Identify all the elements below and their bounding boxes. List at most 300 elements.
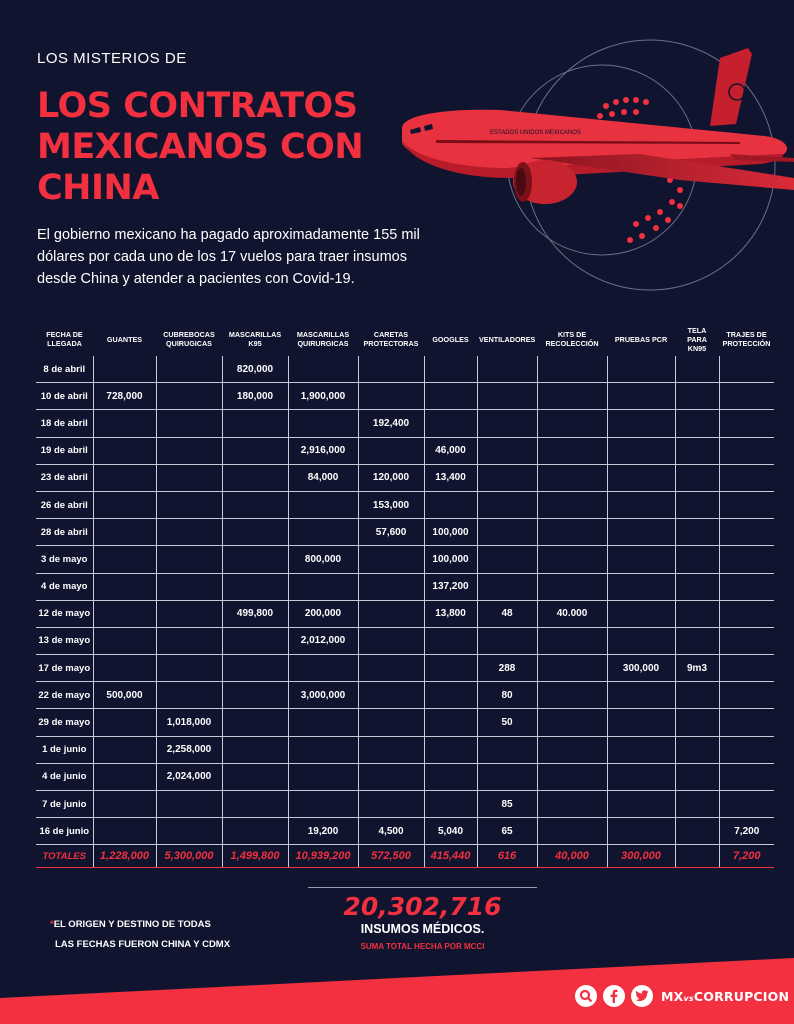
table-cell: [222, 437, 288, 464]
table-cell: [719, 410, 774, 437]
table-cell: [719, 383, 774, 410]
table-cell: 2,258,000: [156, 736, 222, 763]
table-cell: [675, 818, 719, 845]
table-cell: [537, 546, 607, 573]
footnote-star: *: [50, 919, 54, 930]
table-cell: [719, 519, 774, 546]
column-header: [93, 322, 156, 356]
column-header-line: QUIRUGICAS: [166, 339, 212, 348]
table-cell: [675, 546, 719, 573]
column-header-line: FECHA DE: [46, 330, 83, 339]
table-cell: [607, 763, 675, 790]
table-cell: 1,900,000: [288, 383, 358, 410]
column-header-line: CUBREBOCAS: [163, 330, 215, 339]
table-cell: [675, 736, 719, 763]
table-cell: [424, 356, 477, 383]
table-cell: [288, 655, 358, 682]
table-cell: 192,400: [358, 410, 424, 437]
table-cell: [93, 410, 156, 437]
arrival-date-cell: 1 de junio: [36, 736, 93, 763]
airplane: [402, 48, 794, 204]
table-cell: [719, 573, 774, 600]
table-cell: [537, 709, 607, 736]
table-cell: 65: [477, 818, 537, 845]
summary-divider: [308, 887, 537, 888]
table-cell: [607, 709, 675, 736]
table-cell: [424, 791, 477, 818]
total-cell: [675, 845, 719, 868]
arrival-date-cell: 23 de abril: [36, 464, 93, 491]
table-cell: 3,000,000: [288, 682, 358, 709]
table-cell: [222, 763, 288, 790]
table-row: [36, 736, 774, 763]
table-cell: [222, 682, 288, 709]
table-cell: [537, 491, 607, 518]
brand-logo: [661, 989, 789, 1004]
table-cell: [288, 763, 358, 790]
arrival-date-cell: 22 de mayo: [36, 682, 93, 709]
table-cell: 48: [477, 600, 537, 627]
column-header-line: GUANTES: [106, 334, 143, 344]
table-cell: [675, 383, 719, 410]
column-header: [36, 322, 93, 356]
table-cell: [156, 791, 222, 818]
totals-row: [36, 845, 774, 868]
footnote-line: EL ORIGEN Y DESTINO DE TODAS: [53, 919, 211, 930]
lead-line: desde China y atender a pacientes con Covid-19.: [37, 271, 355, 287]
table-cell: [156, 491, 222, 518]
table-cell: [424, 682, 477, 709]
lead-line: El gobierno mexicano ha pagado aproximadamente 155 mil: [37, 227, 420, 243]
table-cell: [607, 818, 675, 845]
shipments-table: [36, 322, 774, 868]
table-cell: [675, 682, 719, 709]
table-cell: 180,000: [222, 383, 288, 410]
table-cell: 13,800: [424, 600, 477, 627]
column-header: [288, 322, 358, 356]
table-row: [36, 410, 774, 437]
table-cell: [607, 627, 675, 654]
table-cell: [222, 655, 288, 682]
table-cell: [156, 627, 222, 654]
grand-total-label: INSUMOS MÉDICOS.: [360, 922, 485, 936]
table-cell: [675, 791, 719, 818]
table-cell: 50: [477, 709, 537, 736]
table-cell: [675, 464, 719, 491]
table-cell: [156, 655, 222, 682]
page-title: [37, 86, 397, 209]
brand-suffix: CORRUPCION: [693, 988, 790, 1004]
table-cell: [424, 410, 477, 437]
table-cell: [156, 383, 222, 410]
table-cell: 57,600: [358, 519, 424, 546]
table-cell: 13,400: [424, 464, 477, 491]
total-cell: 300,000: [607, 845, 675, 868]
table-cell: [358, 356, 424, 383]
table-cell: [93, 791, 156, 818]
column-header-line: KITS DE: [557, 330, 587, 339]
total-cell: 10,939,200: [288, 845, 358, 868]
arrival-date-cell: 13 de mayo: [36, 627, 93, 654]
table-cell: [607, 573, 675, 600]
table-cell: [358, 655, 424, 682]
table-cell: [607, 464, 675, 491]
arrival-date-cell: 4 de junio: [36, 763, 93, 790]
table-cell: [222, 736, 288, 763]
column-header-line: PROTECTORAS: [363, 339, 419, 348]
table-cell: [537, 655, 607, 682]
table-cell: [607, 546, 675, 573]
table-cell: [675, 763, 719, 790]
arrival-date-cell: 29 de mayo: [36, 709, 93, 736]
table-cell: [222, 627, 288, 654]
table-row: [36, 519, 774, 546]
table-cell: 1,018,000: [156, 709, 222, 736]
column-header-line: RECOLECCIÓN: [545, 339, 599, 348]
arrival-date-cell: 8 de abril: [36, 356, 93, 383]
table-cell: 4,500: [358, 818, 424, 845]
table-cell: [93, 627, 156, 654]
table-cell: [222, 464, 288, 491]
column-header: [358, 322, 424, 356]
table-cell: 2,916,000: [288, 437, 358, 464]
column-header-line: KN95: [687, 343, 707, 353]
table-cell: [358, 682, 424, 709]
table-cell: [477, 410, 537, 437]
table-cell: [537, 818, 607, 845]
table-cell: 288: [477, 655, 537, 682]
table-cell: 499,800: [222, 600, 288, 627]
column-header: [719, 322, 774, 356]
table-cell: [358, 573, 424, 600]
column-header-line: VENTILADORES: [479, 334, 536, 344]
brand-vs: vs: [683, 993, 694, 1003]
total-cell: 415,440: [424, 845, 477, 868]
table-cell: [607, 437, 675, 464]
table-cell: [222, 410, 288, 437]
table-row: [36, 818, 774, 845]
lead-line: dólares por cada uno de los 17 vuelos para traer insumos: [37, 249, 407, 265]
table-cell: [93, 491, 156, 518]
table-row: [36, 682, 774, 709]
table-cell: [222, 491, 288, 518]
table-cell: 137,200: [424, 573, 477, 600]
table-cell: 300,000: [607, 655, 675, 682]
table-cell: [719, 763, 774, 790]
table-cell: [537, 519, 607, 546]
table-cell: 800,000: [288, 546, 358, 573]
table-cell: [358, 437, 424, 464]
table-cell: [222, 519, 288, 546]
table-cell: [537, 410, 607, 437]
table-cell: [288, 519, 358, 546]
table-row: [36, 437, 774, 464]
arrival-date-cell: 4 de mayo: [36, 573, 93, 600]
column-header-line: K95: [248, 339, 262, 348]
table-cell: [222, 791, 288, 818]
table-cell: [675, 627, 719, 654]
table-cell: 84,000: [288, 464, 358, 491]
twitter-icon[interactable]: [631, 985, 653, 1007]
table-cell: [607, 356, 675, 383]
arrival-date-cell: 7 de junio: [36, 791, 93, 818]
table-cell: [537, 383, 607, 410]
column-header-line: LLEGADA: [47, 339, 82, 348]
table-cell: 2,012,000: [288, 627, 358, 654]
table-cell: [93, 356, 156, 383]
table-cell: [675, 491, 719, 518]
table-cell: [156, 464, 222, 491]
table-row: [36, 627, 774, 654]
table-cell: [424, 763, 477, 790]
table-cell: 40.000: [537, 600, 607, 627]
table-cell: [719, 655, 774, 682]
arrival-date-cell: 28 de abril: [36, 519, 93, 546]
title-line: LOS CONTRATOS: [37, 86, 358, 126]
table-cell: [537, 791, 607, 818]
footnote-line: LAS FECHAS FUERON CHINA Y CDMX: [55, 939, 231, 950]
table-cell: [719, 491, 774, 518]
airplane-illustration: [380, 30, 794, 300]
table-row: [36, 600, 774, 627]
table-cell: [477, 573, 537, 600]
arrival-date-cell: 16 de junio: [36, 818, 93, 845]
table-cell: [358, 546, 424, 573]
table-cell: [537, 356, 607, 383]
footnote: [50, 915, 230, 955]
table-cell: 728,000: [93, 383, 156, 410]
table-row: [36, 791, 774, 818]
table-cell: [537, 736, 607, 763]
table-cell: [719, 437, 774, 464]
table-row: [36, 763, 774, 790]
table-cell: 19,200: [288, 818, 358, 845]
kicker: LOS MISTERIOS DE: [37, 50, 187, 67]
arrival-date-cell: 18 de abril: [36, 410, 93, 437]
table-cell: [288, 573, 358, 600]
table-cell: [93, 573, 156, 600]
title-line: MEXICANOS CON: [37, 127, 364, 167]
column-header-line: MASCARILLAS: [228, 330, 282, 339]
table-cell: [675, 600, 719, 627]
arrival-date-cell: 10 de abril: [36, 383, 93, 410]
table-cell: [477, 356, 537, 383]
grand-total-note: SUMA TOTAL HECHA POR MCCI: [360, 942, 485, 951]
table-cell: [288, 791, 358, 818]
table-row: [36, 356, 774, 383]
table-cell: [424, 736, 477, 763]
table-cell: [719, 791, 774, 818]
table-cell: [358, 627, 424, 654]
table-cell: [537, 573, 607, 600]
column-header-line: GOOGLES: [432, 334, 469, 344]
table-cell: [288, 356, 358, 383]
table-cell: 46,000: [424, 437, 477, 464]
grand-total: 20,302,716: [343, 892, 502, 921]
table-row: [36, 491, 774, 518]
table-cell: [156, 410, 222, 437]
table-row: [36, 464, 774, 491]
table-cell: [93, 818, 156, 845]
table-cell: [288, 736, 358, 763]
brand-prefix: MX: [661, 988, 684, 1004]
column-header: [537, 322, 607, 356]
table-cell: [719, 682, 774, 709]
table-cell: [424, 709, 477, 736]
table-cell: [719, 600, 774, 627]
table-cell: [156, 546, 222, 573]
arrival-date-cell: 12 de mayo: [36, 600, 93, 627]
table-cell: [156, 356, 222, 383]
table-cell: [222, 573, 288, 600]
arrival-date-cell: 17 de mayo: [36, 655, 93, 682]
total-cell: 40,000: [537, 845, 607, 868]
table-cell: [93, 546, 156, 573]
table-cell: [675, 356, 719, 383]
table-cell: [607, 519, 675, 546]
table-cell: 80: [477, 682, 537, 709]
table-cell: [358, 709, 424, 736]
table-cell: [358, 763, 424, 790]
column-header: [156, 322, 222, 356]
arrival-date-cell: 3 de mayo: [36, 546, 93, 573]
table-cell: 820,000: [222, 356, 288, 383]
table-cell: [719, 627, 774, 654]
table-cell: [93, 763, 156, 790]
table-cell: 100,000: [424, 546, 477, 573]
total-cell: 1,228,000: [93, 845, 156, 868]
table-cell: [156, 600, 222, 627]
table-cell: [719, 464, 774, 491]
table-row: [36, 573, 774, 600]
table-cell: [477, 763, 537, 790]
table-cell: [358, 383, 424, 410]
search-icon[interactable]: [575, 985, 597, 1007]
table-row: [36, 655, 774, 682]
table-cell: 200,000: [288, 600, 358, 627]
table-cell: [537, 627, 607, 654]
table-cell: [675, 519, 719, 546]
table-cell: [477, 464, 537, 491]
total-cell: 572,500: [358, 845, 424, 868]
table-cell: 500,000: [93, 682, 156, 709]
column-header: [607, 322, 675, 356]
table-cell: [93, 464, 156, 491]
table-cell: [607, 600, 675, 627]
table-cell: [156, 437, 222, 464]
table-row: [36, 709, 774, 736]
table-cell: [93, 600, 156, 627]
table-cell: [477, 627, 537, 654]
table-cell: [607, 383, 675, 410]
table-cell: 2,024,000: [156, 763, 222, 790]
table-cell: [358, 791, 424, 818]
table-cell: [477, 383, 537, 410]
table-cell: [607, 791, 675, 818]
table-row: [36, 383, 774, 410]
footer-social: [575, 985, 789, 1007]
table-cell: [222, 546, 288, 573]
table-cell: [156, 519, 222, 546]
table-cell: [719, 356, 774, 383]
table-cell: 9m3: [675, 655, 719, 682]
table-cell: [719, 736, 774, 763]
tail-text: TP-01: [738, 118, 755, 124]
arrival-date-cell: 19 de abril: [36, 437, 93, 464]
table-cell: [675, 573, 719, 600]
table-cell: [675, 709, 719, 736]
table-cell: [537, 682, 607, 709]
table-cell: 100,000: [424, 519, 477, 546]
table-cell: [93, 655, 156, 682]
table-body: [36, 356, 774, 868]
table-cell: [477, 491, 537, 518]
table-cell: [424, 491, 477, 518]
table-cell: [607, 682, 675, 709]
column-header-line: TELA PARA: [687, 325, 707, 344]
column-header: [424, 322, 477, 356]
table-cell: [222, 818, 288, 845]
total-cell: 1,499,800: [222, 845, 288, 868]
table-cell: 85: [477, 791, 537, 818]
column-header-line: TRAJES DE: [726, 330, 767, 339]
total-cell: 616: [477, 845, 537, 868]
table-cell: [537, 464, 607, 491]
table-cell: [675, 437, 719, 464]
table-cell: [288, 491, 358, 518]
table-cell: [477, 437, 537, 464]
table-cell: [424, 383, 477, 410]
table-cell: [93, 709, 156, 736]
table-cell: [719, 546, 774, 573]
facebook-icon[interactable]: [603, 985, 625, 1007]
table-cell: [93, 437, 156, 464]
table-cell: [93, 736, 156, 763]
table-header-row: [36, 322, 774, 356]
table-cell: [156, 818, 222, 845]
table-cell: 153,000: [358, 491, 424, 518]
column-header-line: PROTECCIÓN: [722, 339, 771, 348]
column-header-line: CARETAS: [373, 330, 409, 339]
table-cell: 120,000: [358, 464, 424, 491]
table-cell: [675, 410, 719, 437]
table-cell: [477, 546, 537, 573]
table-cell: 7,200: [719, 818, 774, 845]
table-cell: [156, 573, 222, 600]
table-cell: [537, 437, 607, 464]
totals-label: TOTALES: [36, 845, 93, 868]
table-cell: [93, 519, 156, 546]
table-cell: [358, 600, 424, 627]
table-cell: [288, 410, 358, 437]
table-row: [36, 546, 774, 573]
shipments-table-container: [36, 322, 774, 868]
table-cell: [537, 763, 607, 790]
table-cell: [288, 709, 358, 736]
arrival-date-cell: 26 de abril: [36, 491, 93, 518]
table-cell: [424, 655, 477, 682]
table-cell: [719, 709, 774, 736]
table-cell: [607, 491, 675, 518]
table-cell: [477, 736, 537, 763]
table-cell: [607, 410, 675, 437]
title-line: CHINA: [37, 168, 159, 208]
column-header-line: QUIRURGICAS: [297, 339, 349, 348]
table-cell: [477, 519, 537, 546]
lead-paragraph: [37, 224, 427, 290]
column-header-line: PRUEBAS PCR: [614, 334, 668, 344]
column-header-line: MASCARILLAS: [296, 330, 350, 339]
